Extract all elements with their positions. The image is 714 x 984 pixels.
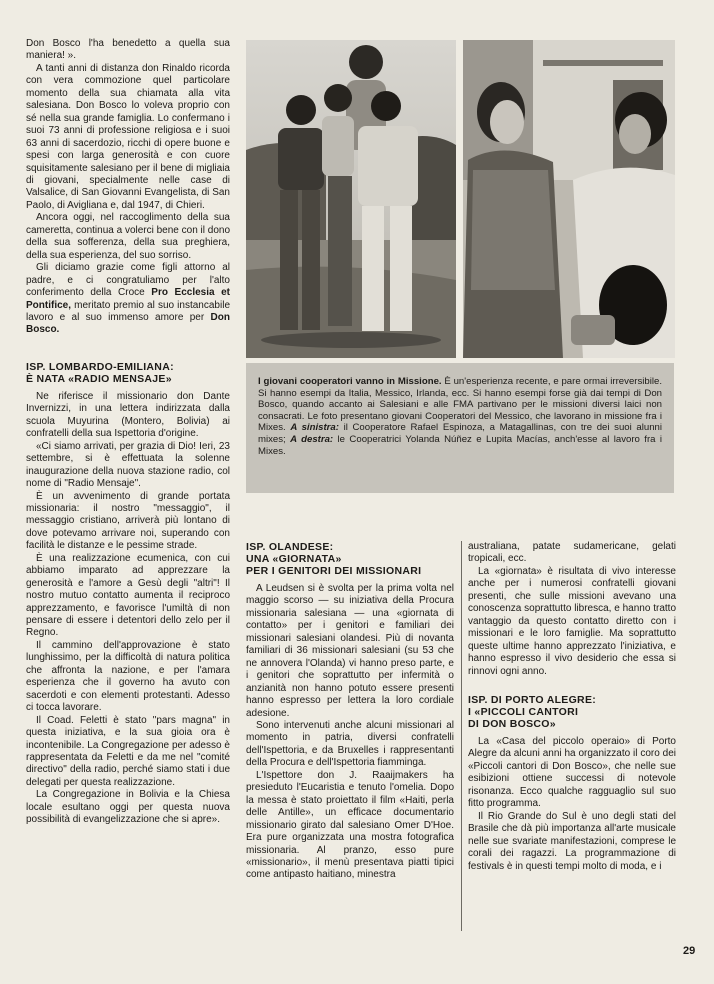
column-left bbox=[26, 38, 230, 827]
paragraph: Il cammino dell'approvazione è stato lunghissimo, per la difficoltà di natura politica che affronta la nazione, e per l'amara esperienza che il governo ha avuto con sacerdoti e con elementi protestanti. Adesso ci tocca lavorare. bbox=[26, 639, 230, 714]
paragraph: Ancora oggi, nel raccoglimento della sua cameretta, continua a volerci bene con il dono della sua sofferenza, della sua preghiera, della sua esperienza, del suo sorriso. bbox=[26, 212, 231, 261]
paragraph: Il Coad. Feletti è stato "pars magna" in questa iniziativa, e la sua gioia ora è incontenibile. La Congregazione per adesso è rappresentata da Feletti e da me nel "comité directivo" della radio, perché siamo stati i due delegati per questa realizzazione. bbox=[26, 714, 230, 788]
paragraph: «Ci siamo arrivati, per grazia di Dio! Ieri, 23 settembre, si è effettuata la solenne inaugurazione della nuova stazione radio, col nome di "Radio Mensaje". bbox=[26, 440, 230, 490]
paragraph: La «giornata» è risultata di vivo interesse anche per i numerosi confratelli giovani presenti, che sulle missioni avevano una conoscenza soprattutto libresca, e hanno tratto vantaggio da questo contatto diretto con i missionari e le loro famiglie. Ma soprattutto queste ultime hanno apprezzato l'iniziativa, e hanno espresso il vivo desiderio che essa si rinnovi ogni anno. bbox=[468, 565, 676, 677]
column-right bbox=[468, 541, 676, 873]
paragraph: È una realizzazione ecumenica, con cui abbiamo imparato ad apprezzare la generosità e l'amore a Gesù degli "altri"! Il nostro mutuo contatto aumenta il reciproco apprezzamento, e favorisce l'umiltà di non pensare di essere i detentori dello zelo per il Regno. bbox=[26, 552, 230, 639]
paragraph: Sono intervenuti anche alcuni missionari al momento in patria, diversi confratelli dell'Ispettoria, e da Bruxelles i rappresentanti della Procura e dell'Ispettoria fiamminga. bbox=[246, 719, 454, 769]
paragraph: La Congregazione in Bolivia e la Chiesa locale esultano oggi per questa nuova possibilità di evangelizzazione che si apre». bbox=[26, 789, 230, 826]
photo-caption: I giovani cooperatori vanno in Missione. È un'esperienza recente, e pare ormai irreversibile. Si hanno esempi da Italia, Messico, Irlanda, ecc. Si hanno esempi forse già dai tempi di Don Bosco, quando accanto ai Salesiani e alle FMA partivano per le missioni diversi laici non consacrati. Le foto presentano giovani Cooperatori del Messico, che lavorano in missione fra i Mixes. A sinistra: il Cooperatore Rafael Espinoza, a Matagallinas, con tre dei suoi alunni mixes; A destra: le Cooperatrici Yolanda Núñez e Lupita Macías, anch'esse al lavoro fra i Mixes. bbox=[246, 363, 674, 493]
column-divider bbox=[461, 541, 462, 931]
column-middle bbox=[246, 541, 454, 882]
page-number: 29 bbox=[683, 945, 696, 957]
paragraph: La «Casa del piccolo operaio» di Porto Alegre da alcuni anni ha organizzato il coro dei «Piccoli cantori di Don Bosco», che nelle sue esibizioni ottiene successi di notevole risonanza. Ecco qualche ragguaglio sul suo fitto programma. bbox=[468, 735, 676, 810]
photo-women-cooperators bbox=[463, 40, 675, 358]
paragraph: Ne riferisce il missionario don Dante Invernizzi, in una lettera indirizzata dalla scuola Muyurina (Montero, Bolivia) ai confratelli della sua Ispettoria d'origine. bbox=[26, 390, 230, 440]
paragraph: È un avvenimento di grande portata missionaria: il nostro "messaggio", il messaggio cristiano, arriverà più lontano di dove potevamo arrivare noi, superando con facilità le distanze e le pessime strade. bbox=[26, 490, 230, 552]
paragraph: A Leudsen si è svolta per la prima volta nel maggio scorso — su iniziativa della Procura missionaria salesiana — una «giornata di contatto» per i genitori e familiari dei missionari salesiani olandesi. Più di novanta familiari di 36 missionari salesiani (su 53 che ne annovera l'Olanda) vi hanno preso parte, e i genitori che soprattutto per infermità o anzianità non hanno potuto essere presenti hanno espresso per lettera la loro cordiale adesione. bbox=[246, 583, 454, 719]
paragraph: Don Bosco l'ha benedetto a quella sua maniera! ». bbox=[26, 38, 230, 62]
photo-cooperator-with-students bbox=[246, 40, 456, 358]
paragraph: australiana, patate sudamericane, gelati tropicali, ecc. bbox=[468, 541, 676, 565]
paragraph: A tanti anni di distanza don Rinaldo ricorda con vera commozione quel particolare momento della sua chiamata alla vita salesiana. Don Bosco lo voleva proprio con sé nella sua grande famiglia. Lo confermano i suoi 73 anni di professione religiosa e i suoi 63 anni di sacerdozio, ricchi di opere buone e spesi con larga generosità e con cuore squisitamente salesiano per il bene di migliaia di giovani, specialmente nelle case di Valsalice, di San Giovanni Evangelista, di San Paolo, di Avigliana e, dal 1947, di Chieri. bbox=[26, 62, 230, 211]
paragraph: Il Rio Grande do Sul è uno degli stati del Brasile che dà più importanza all'arte musicale nelle sue svariate manifestazioni, comprese le corali dei ragazzi. La programmazione di festivals è in questi tempi molto di moda, e i bbox=[468, 810, 676, 872]
paragraph: Gli diciamo grazie come figli attorno al padre, e ci congratuliamo per l'alto conferimento della Croce Pro Ecclesia et Pontifice, meritato premio al suo instancabile lavoro e al suo immenso amore per Don Bosco. bbox=[26, 262, 231, 336]
paragraph: L'Ispettore don J. Raaijmakers ha presieduto l'Eucaristia e tenuto l'omelia. Dopo la messa è stato proiettato il film «Haiti, perla delle Antille», un efficace documentario missionario girato dal salesiano Omer D'Hoe. Era pure organizzata una mostra fotografica missionaria. Al pranzo, esso pure «missionario», il menù presentava piatti tipici come antipasto haitiano, minestra bbox=[246, 769, 454, 881]
section-heading: ISP. OLANDESE: UNA «GIORNATA» PER I GENITORI DEI MISSIONARI bbox=[246, 541, 422, 577]
section-heading: ISP. LOMBARDO-EMILIANA: È NATA «RADIO MENSAJE» bbox=[26, 360, 174, 385]
section-heading: ISP. DI PORTO ALEGRE: I «PICCOLI CANTORI DI DON BOSCO» bbox=[468, 693, 597, 730]
